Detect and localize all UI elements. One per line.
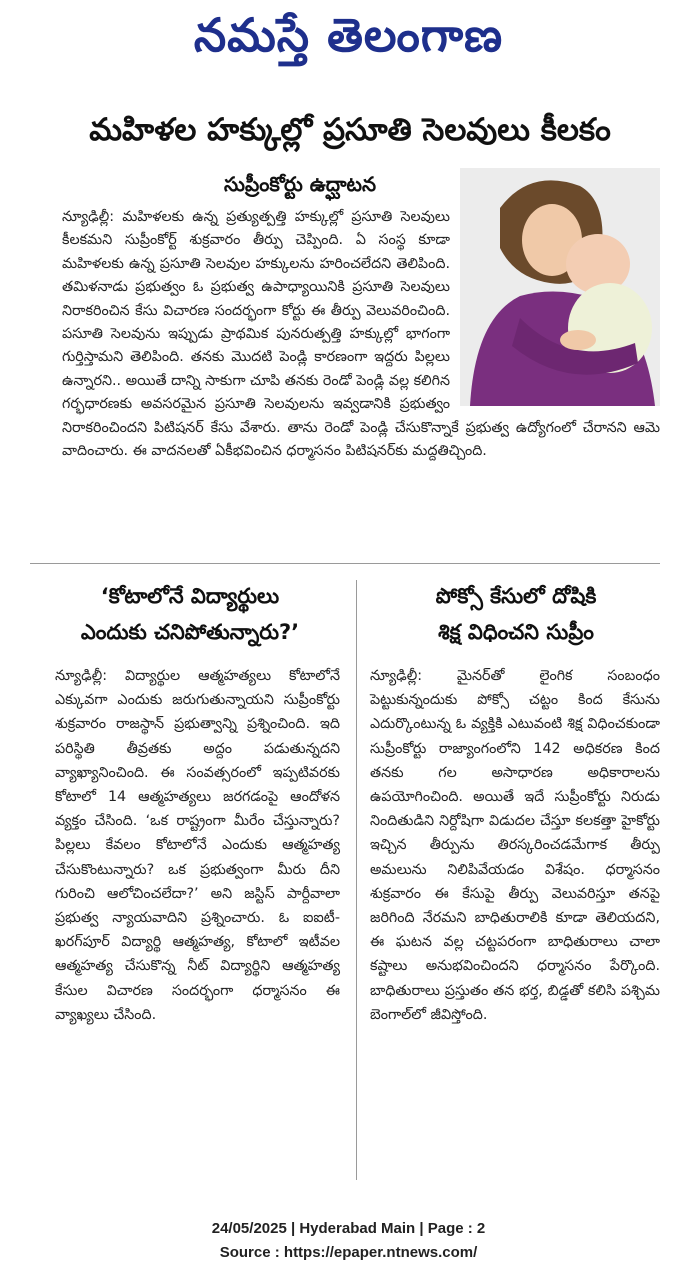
left-story-body: న్యూఢిల్లీ: విద్యార్థుల ఆత్మహత్యలు కోటాలోనే ఎక్కువగా ఎందుకు జరుగుతున్నాయని సుప్రీంకోర్టు శుక్రవారం రాజస్థాన్ ప్రభుత్వాన్ని ప్రశ్నించింది. ఇది పరిస్థితి తీవ్రతకు అద్దం పడుతున్నదని వ్యాఖ్యానించింది. ఈ సంవత్సరంలో ఇప్పటివరకు కోటాలో 14 ఆత్మహత్యలు జరగడంపై ఆందోళన వ్యక్తం చేసింది. ‘ఒక రాష్ట్రంగా మీరేం చేస్తున్నారు? పిల్లలు కేవలం కోటాలోనే ఎందుకు ఆత్మహత్య చేసుకొంటున్నారు? ఒక ప్రభుత్వంగా మీరు దీని గురించి ఆలోచించలేదా?’ అని జస్టిస్ పార్దీవాలా ప్రభుత్వ న్యాయవాదిని ప్రశ్నించారు. ఓ ఐఐటీ-ఖరగ్‌పూర్ విద్యార్థి ఆత్మహత్య, కోటాలో ఇటీవల ఆత్మహత్య చేసుకొన్న నీట్ విద్యార్థిని ఆత్మహత్య కేసుల విచారణ సందర్భంగా ధర్మాసనం ఈ వ్యాఖ్యలు చేసింది. — [55, 668, 340, 1023]
top-story-headline: మహిళల హక్కుల్లో ప్రసూతి సెలవులు కీలకం — [89, 112, 611, 148]
photo-wrap-spacer — [450, 206, 660, 406]
footer-date-edition: 24/05/2025 | Hyderabad Main | Page : 2 — [211, 1220, 486, 1237]
masthead — [0, 0, 697, 82]
section-divider — [30, 563, 660, 564]
left-story-headline-line2: ఎందుకు చనిపోతున్నారు?’ — [80, 620, 300, 644]
top-story-subhead: సుప్రీంకోర్టు ఉద్ఘాటన — [224, 172, 376, 196]
right-story-headline-line2: శిక్ష విధించని సుప్రీం — [438, 620, 594, 644]
right-story-body: న్యూఢిల్లీ: మైనర్‌తో లైంగిక సంబంధం పెట్టుకున్నందుకు పోక్సో చట్టం కింద కేసును ఎదుర్కొంటున్న ఓ వ్యక్తికి ఎటువంటి శిక్ష విధించకుండా సుప్రీంకోర్టు రాజ్యాంగంలోని 142 అధికరణ కింద తనకు గల అసాధారణ అధికారాలను ఉపయోగించింది. అయితే ఇదే సుప్రీంకోర్టు నిరుడు నిందితుడిని నిర్దోషిగా విడుదల చేస్తూ కలకత్తా హైకోర్టు ఇచ్చిన తీర్పును తిరస్కరించడమేగాక తీర్పు అమలును నిలిపివేయడం విశేషం. ధర్మాసనం శుక్రవారం ఈ కేసుపై తీర్పు వెలువరిస్తూ తనపై జరిగింది నేరమని బాధితురాలికి కూడా తెలియదని, ఈ ఘటన వల్ల చట్టపరంగా బాధితురాలు చాలా కష్టాలు అనుభవించిందని ధర్మాసనం పేర్కొంది. బాధితురాలు ప్రస్తుతం తన భర్త, బిడ్డతో కలిసి పశ్చిమ బెంగాల్‌లో జీవిస్తోంది. — [370, 668, 660, 1023]
footer-source: Source : https://epaper.ntnews.com/ — [219, 1244, 478, 1261]
right-story-headline-line1: పోక్సో కేసులో దోషికి — [435, 584, 597, 608]
top-story-body-text: న్యూఢిల్లీ: మహిళలకు ఉన్న ప్రత్యుత్పత్తి హక్కుల్లో ప్రసూతి సెలవులు కీలకమని సుప్రీంకోర్ట్ శుక్రవారం తీర్పు చెప్పింది. ఏ సంస్థ కూడా మహిళలకు ఉన్న ప్రసూతి సెలవుల హక్కులను హరించలేదని తెలిపింది. తమిళనాడు ప్రభుత్వం ఓ ప్రభుత్వ ఉపాధ్యాయినికి ప్రసూతి సెలవులు నిరాకరించిన కేసు విచారణ సందర్భంగా కోర్టు ఈ తీర్పు వెలువరించింది. పసూతి సెలవును ఇప్పుడు ప్రాథమిక పునరుత్పత్తి హక్కుల్లో భాగంగా గుర్తిస్తామని తెలిపింది. తనకు మొదటి పెండ్లి కారణంగా ఇద్దరు పిల్లలు ఉన్నారని.. అయితే దాన్ని సాకుగా చూపి తనకు రెండో పెండ్లి వల్ల కలిగిన గర్భధారణకు అవసరమైన ప్రసూతి సెలవులను ఇవ్వడానికి ప్రభుత్వం నిరాకరించిందని పిటిషనర్ కేసు వేశారు. తాను రెండో పెండ్లి చేసుకొన్నాకే ప్రభుత్వ ఉద్యోగంలో చేరానని ఆమె వాదించారు. ఈ వాదనలతో ఏకీభవించిన ధర్మాసనం పిటిషనర్‌కు మద్దతిచ్చింది. — [62, 209, 660, 460]
top-story-body — [62, 206, 660, 463]
left-story-headline-line1: ‘కోటాలోనే విద్యార్థులు — [100, 584, 280, 608]
right-story-headline — [366, 578, 666, 650]
left-story-headline — [30, 578, 350, 650]
column-divider — [356, 580, 357, 1180]
masthead-title: నమస్తే తెలంగాణ — [193, 8, 504, 62]
